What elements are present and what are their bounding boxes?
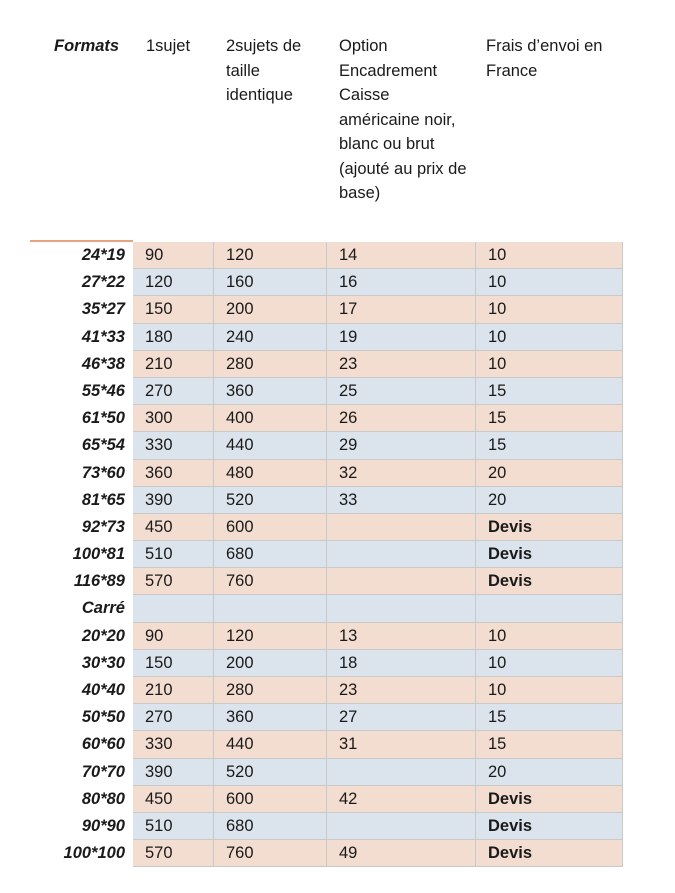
row-cells: [133, 378, 623, 405]
price-two-subjects-cell: 280: [213, 351, 326, 378]
frame-option-cell: 31: [326, 731, 475, 758]
price-two-subjects-cell: 240: [213, 324, 326, 351]
table-row: [0, 324, 675, 351]
row-cells: [133, 269, 623, 296]
format-cell: 61*50: [81, 409, 125, 428]
row-cells: [133, 514, 623, 541]
price-one-subject-cell: 360: [145, 463, 173, 482]
shipping-cell: 10: [475, 296, 623, 323]
frame-option-cell: 16: [326, 269, 475, 296]
row-cells: [133, 731, 623, 758]
table-row: [0, 378, 675, 405]
frame-option-cell: [326, 568, 475, 595]
shipping-cell: 10: [475, 677, 623, 704]
format-cell: 92*73: [81, 517, 125, 536]
price-one-subject-cell: 210: [145, 354, 173, 373]
table-row: [0, 541, 675, 568]
frame-option-cell: 49: [326, 840, 475, 867]
price-one-subject-cell: 570: [145, 572, 173, 591]
price-two-subjects-cell: 680: [213, 541, 326, 568]
shipping-cell: Devis: [475, 514, 623, 541]
format-cell: 41*33: [81, 327, 125, 346]
price-one-subject-cell: 300: [145, 409, 173, 428]
price-one-subject-cell: [133, 595, 213, 622]
shipping-cell: 10: [475, 242, 623, 269]
table-row: [0, 595, 675, 622]
price-two-subjects-cell: 760: [213, 840, 326, 867]
frame-option-cell: 14: [326, 242, 475, 269]
price-two-subjects-cell: 200: [213, 650, 326, 677]
table-header: [0, 34, 675, 214]
format-cell: 81*65: [81, 490, 125, 509]
format-cell: 60*60: [81, 735, 125, 754]
table-row: [0, 677, 675, 704]
price-two-subjects-cell: 360: [213, 704, 326, 731]
price-two-subjects-cell: 520: [213, 759, 326, 786]
format-cell: 27*22: [81, 273, 125, 292]
frame-option-cell: [326, 595, 475, 622]
price-one-subject-cell: 450: [145, 517, 173, 536]
price-one-subject-cell: 510: [145, 816, 173, 835]
format-cell: 46*38: [81, 354, 125, 373]
shipping-cell: 15: [475, 378, 623, 405]
shipping-cell: 10: [475, 324, 623, 351]
row-cells: [133, 677, 623, 704]
shipping-cell: Devis: [475, 786, 623, 813]
frame-option-cell: 33: [326, 487, 475, 514]
table-row: [0, 650, 675, 677]
price-one-subject-cell: 330: [145, 436, 173, 455]
format-cell: 100*100: [63, 844, 125, 863]
price-two-subjects-cell: 120: [213, 623, 326, 650]
row-cells: [133, 296, 623, 323]
format-cell: 50*50: [81, 708, 125, 727]
format-cell: 35*27: [81, 300, 125, 319]
frame-option-cell: 17: [326, 296, 475, 323]
row-cells: [133, 432, 623, 459]
format-cell: 30*30: [81, 653, 125, 672]
price-two-subjects-cell: 440: [213, 432, 326, 459]
price-two-subjects-cell: 680: [213, 813, 326, 840]
header-two-subjects: 2sujets de taille identique: [226, 37, 302, 104]
shipping-cell: Devis: [475, 813, 623, 840]
format-cell: 100*81: [72, 545, 125, 564]
frame-option-cell: 42: [326, 786, 475, 813]
shipping-cell: 15: [475, 731, 623, 758]
table-row: [0, 242, 675, 269]
frame-option-cell: [326, 759, 475, 786]
frame-option-cell: [326, 514, 475, 541]
row-cells: [133, 840, 623, 867]
price-two-subjects-cell: 600: [213, 786, 326, 813]
frame-option-cell: 13: [326, 623, 475, 650]
header-frame-option: Option Encadrement Caisse américaine noir, blanc ou brut (ajouté au prix de base): [339, 37, 467, 202]
table-row: [0, 786, 675, 813]
row-cells: [133, 460, 623, 487]
frame-option-cell: 27: [326, 704, 475, 731]
price-two-subjects-cell: 120: [213, 242, 326, 269]
header-formats: Formats: [54, 37, 120, 55]
price-two-subjects-cell: [213, 595, 326, 622]
shipping-cell: 15: [475, 405, 623, 432]
price-two-subjects-cell: 200: [213, 296, 326, 323]
shipping-cell: 15: [475, 432, 623, 459]
price-one-subject-cell: 390: [145, 490, 173, 509]
table-row: [0, 731, 675, 758]
shipping-cell: 15: [475, 704, 623, 731]
frame-option-cell: 32: [326, 460, 475, 487]
price-two-subjects-cell: 480: [213, 460, 326, 487]
shipping-cell: 20: [475, 460, 623, 487]
format-cell: 116*89: [73, 572, 125, 591]
format-cell: 90*90: [81, 816, 125, 835]
shipping-cell: Devis: [475, 840, 623, 867]
format-cell: 80*80: [81, 789, 125, 808]
frame-option-cell: 29: [326, 432, 475, 459]
price-one-subject-cell: 150: [145, 300, 173, 319]
format-cell: 65*54: [81, 436, 125, 455]
format-cell: 24*19: [81, 246, 125, 264]
frame-option-cell: 23: [326, 351, 475, 378]
header-shipping: Frais d’envoi en France: [486, 37, 603, 80]
row-cells: [133, 351, 623, 378]
table-row: [0, 432, 675, 459]
frame-option-cell: [326, 813, 475, 840]
format-cell: Carré: [81, 599, 125, 618]
price-table: [0, 242, 675, 867]
frame-option-cell: [326, 541, 475, 568]
row-cells: [133, 595, 623, 622]
price-two-subjects-cell: 400: [213, 405, 326, 432]
price-two-subjects-cell: 760: [213, 568, 326, 595]
row-cells: [133, 324, 623, 351]
frame-option-cell: 25: [326, 378, 475, 405]
table-row: [0, 405, 675, 432]
price-one-subject-cell: 270: [145, 381, 173, 400]
frame-option-cell: 18: [326, 650, 475, 677]
price-two-subjects-cell: 440: [213, 731, 326, 758]
table-row: [0, 487, 675, 514]
frame-option-cell: 26: [326, 405, 475, 432]
price-one-subject-cell: 510: [145, 545, 173, 564]
shipping-cell: Devis: [475, 568, 623, 595]
price-two-subjects-cell: 360: [213, 378, 326, 405]
price-one-subject-cell: 390: [145, 762, 173, 781]
price-two-subjects-cell: 600: [213, 514, 326, 541]
format-cell: 70*70: [81, 762, 125, 781]
table-row: [0, 840, 675, 867]
shipping-cell: [475, 595, 623, 622]
price-one-subject-cell: 180: [145, 327, 173, 346]
row-cells: [133, 242, 623, 269]
row-cells: [133, 541, 623, 568]
row-cells: [133, 759, 623, 786]
table-row: [0, 296, 675, 323]
shipping-cell: Devis: [475, 541, 623, 568]
table-row: [0, 269, 675, 296]
table-right-border: [622, 242, 623, 867]
shipping-cell: 10: [475, 650, 623, 677]
price-one-subject-cell: 330: [145, 735, 173, 754]
price-one-subject-cell: 210: [145, 681, 173, 699]
frame-option-cell: 19: [326, 324, 475, 351]
table-row: [0, 623, 675, 650]
header-one-subject: 1sujet: [146, 37, 191, 55]
shipping-cell: 10: [475, 351, 623, 378]
shipping-cell: 10: [475, 623, 623, 650]
shipping-cell: 10: [475, 269, 623, 296]
shipping-cell: 20: [475, 487, 623, 514]
row-cells: [133, 623, 623, 650]
format-cell: 55*46: [81, 381, 125, 400]
format-cell: 40*40: [81, 681, 125, 699]
table-row: [0, 568, 675, 595]
price-two-subjects-cell: 520: [213, 487, 326, 514]
price-one-subject-cell: 90: [145, 626, 164, 645]
price-two-subjects-cell: 280: [213, 677, 326, 704]
shipping-cell: 20: [475, 759, 623, 786]
format-cell: 73*60: [81, 463, 125, 482]
price-one-subject-cell: 570: [145, 844, 173, 863]
table-row: [0, 514, 675, 541]
price-one-subject-cell: 450: [145, 789, 173, 808]
row-cells: [133, 813, 623, 840]
row-cells: [133, 487, 623, 514]
format-cell: 20*20: [81, 626, 125, 645]
table-row: [0, 351, 675, 378]
price-one-subject-cell: 150: [145, 653, 173, 672]
table-row: [0, 759, 675, 786]
table-row: [0, 813, 675, 840]
price-two-subjects-cell: 160: [213, 269, 326, 296]
row-cells: [133, 405, 623, 432]
row-cells: [133, 704, 623, 731]
frame-option-cell: 23: [326, 677, 475, 704]
table-row: [0, 460, 675, 487]
price-one-subject-cell: 90: [145, 246, 164, 264]
row-cells: [133, 568, 623, 595]
price-one-subject-cell: 120: [145, 273, 173, 292]
row-cells: [133, 650, 623, 677]
row-cells: [133, 786, 623, 813]
table-row: [0, 704, 675, 731]
price-one-subject-cell: 270: [145, 708, 173, 727]
